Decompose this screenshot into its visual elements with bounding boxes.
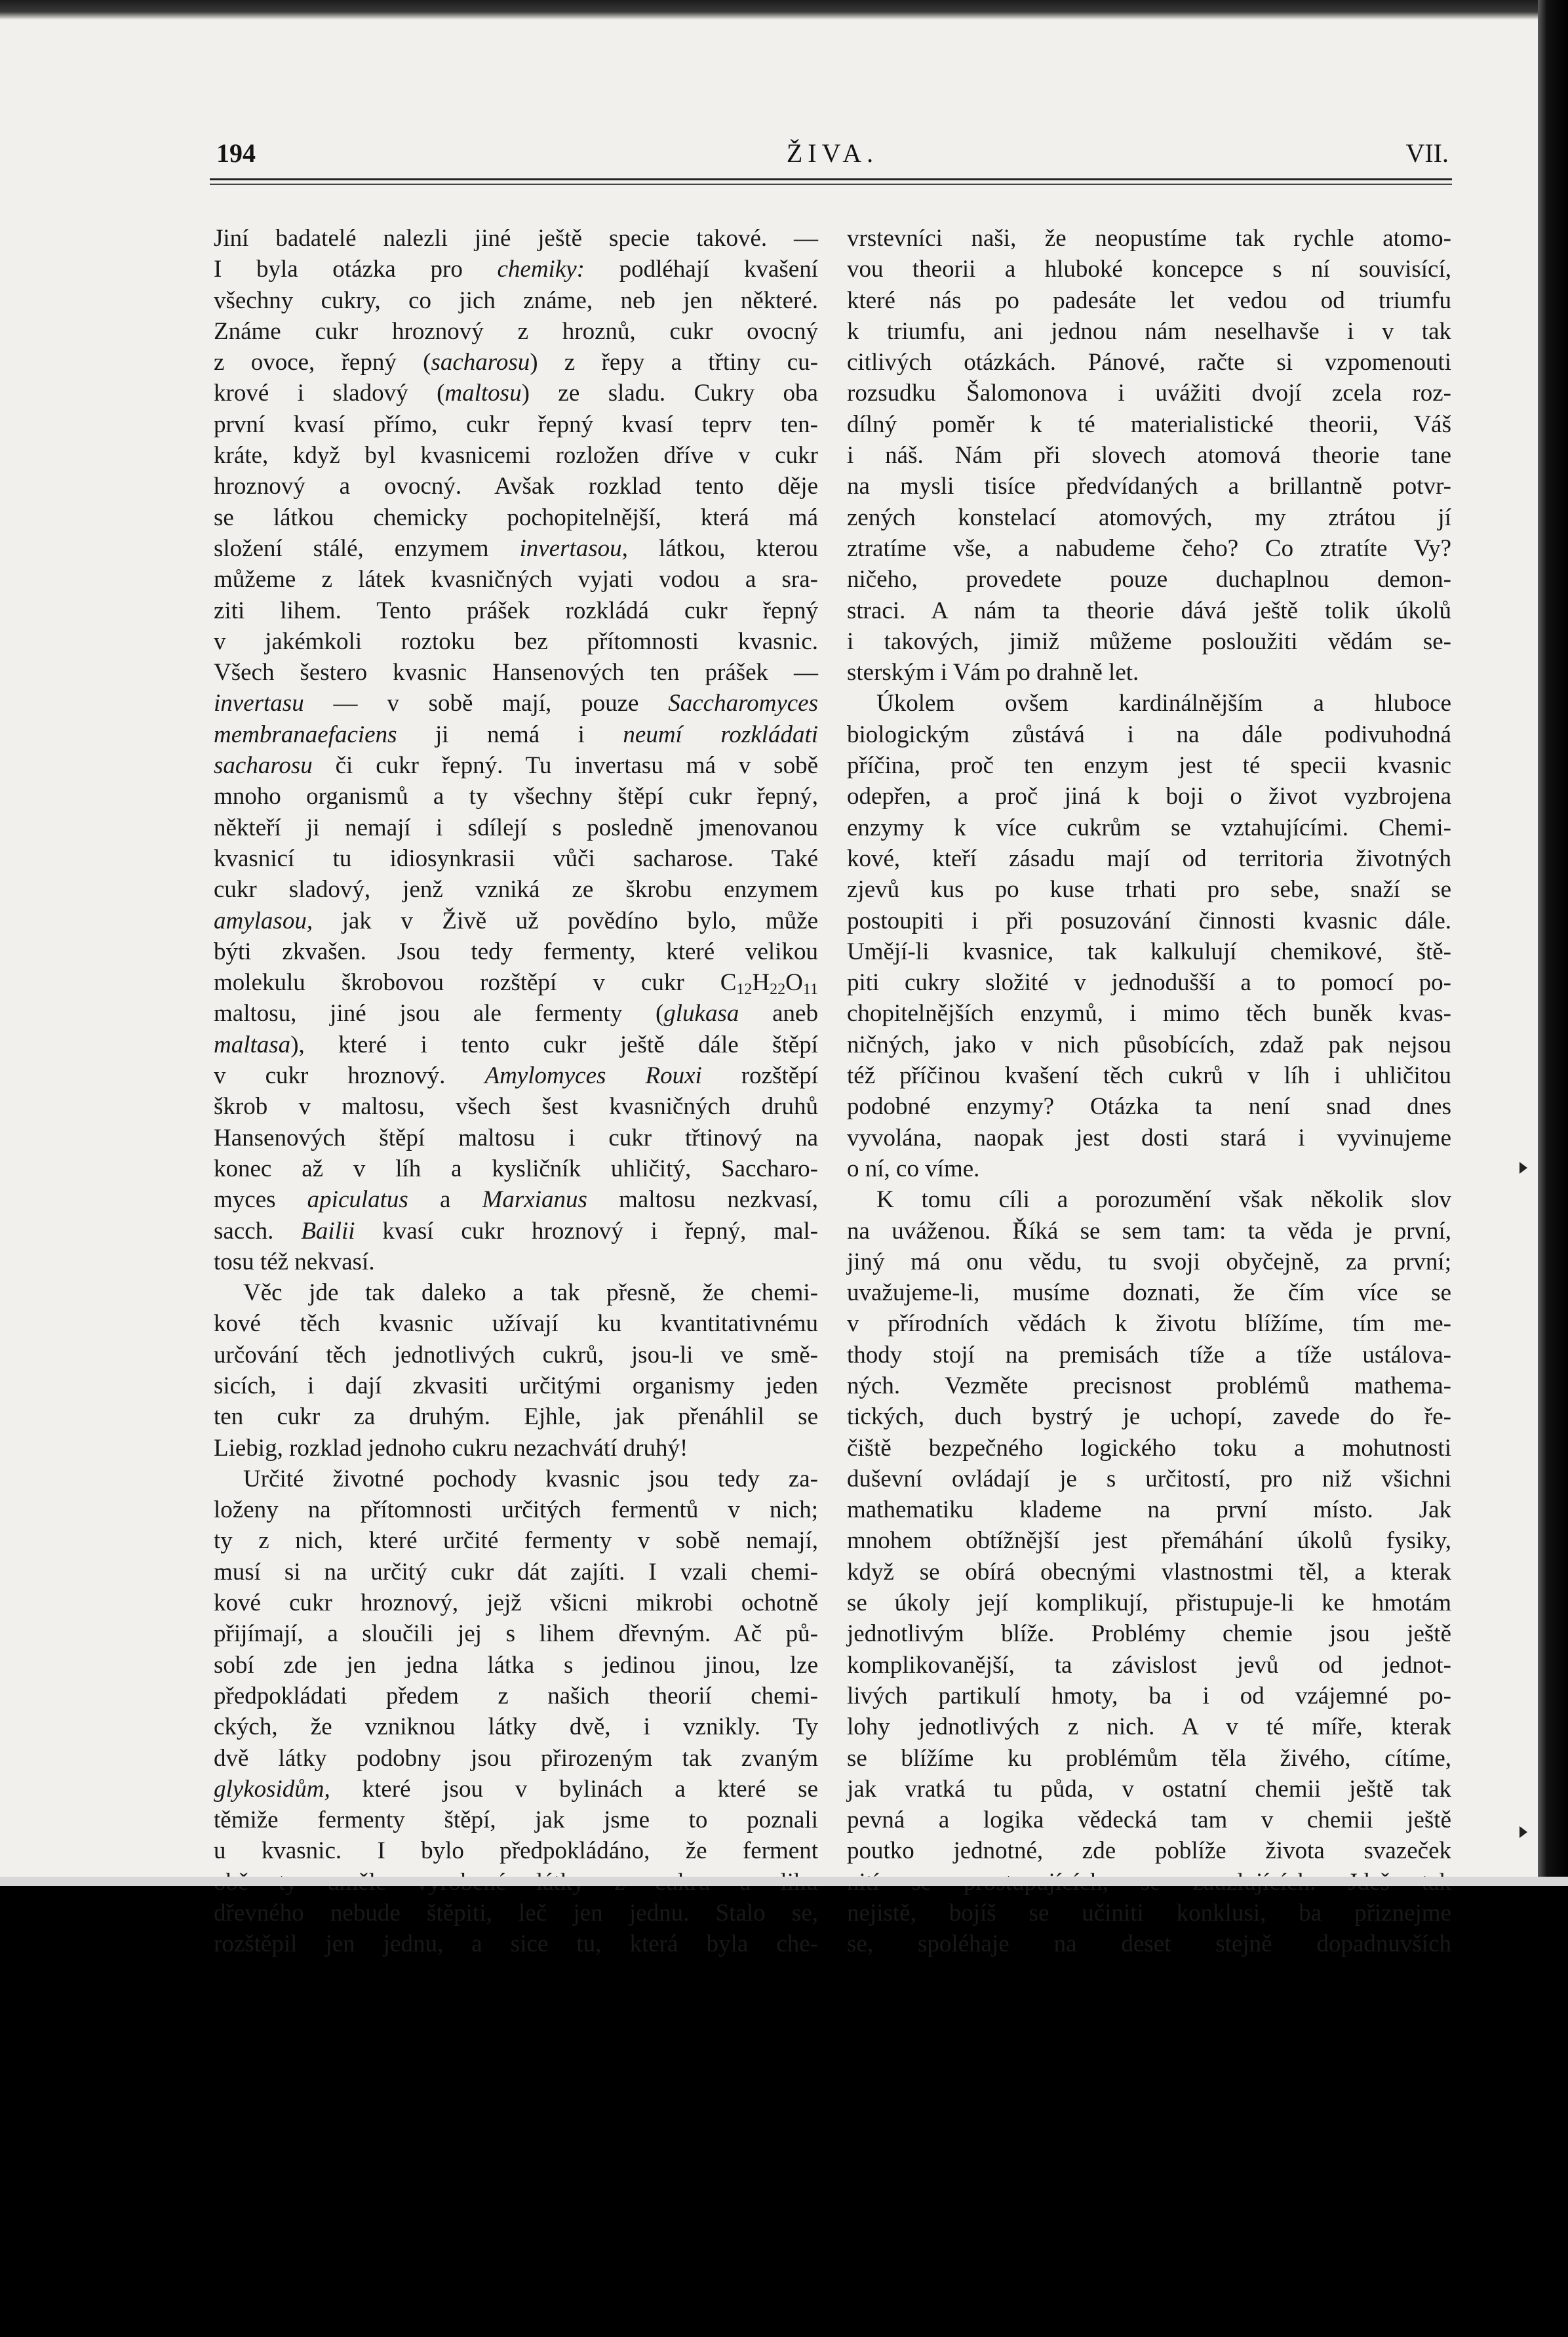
margin-arrow-mark: [1519, 1162, 1527, 1174]
text-segment: první kvasí přímo, cukr řepný kvasí teprv ten-: [214, 410, 818, 438]
text-segment: zjevů kus po kuse trhati pro sebe, snaží se: [847, 876, 1451, 904]
text-segment: musí si na určitý cukr dát zajíti. I vzali chemi-: [214, 1558, 818, 1586]
text-segment: či cukr řepný. Tu invertasu má v sobě: [312, 752, 818, 780]
italic-term: Marxianus: [482, 1186, 587, 1214]
text-segment: citlivých otázkách. Pánové, račte si vzpomenouti: [847, 349, 1451, 376]
text-segment: K tomu cíli a porozumění však několik slov: [876, 1186, 1451, 1214]
text-segment: loženy na přítomnosti určitých fermentů v nich;: [214, 1496, 818, 1524]
text-line: [847, 1370, 1451, 1401]
text-segment: příčina, proč ten enzym jest té specii kvasnic: [847, 752, 1451, 780]
text-line: [847, 1433, 1451, 1464]
formula-subscript: 11: [802, 981, 818, 999]
text-line: [847, 285, 1451, 316]
text-segment: kráte, když byl kvasnicemi rozložen dříve v cukr: [214, 442, 818, 469]
text-segment: můžeme z látek kvasničných vyjati vodou a sra-: [214, 566, 818, 593]
text-line: [847, 1401, 1451, 1432]
text-line: [214, 1774, 818, 1805]
text-line: [847, 1805, 1451, 1835]
text-segment: složení stálé, enzymem: [214, 534, 520, 562]
text-segment: u kvasnic. I bylo předpokládáno, že ferment: [214, 1837, 818, 1865]
text-line: [847, 1898, 1451, 1928]
text-segment: Umějí-li kvasnice, tak kalkulují chemikové, ště-: [847, 938, 1451, 965]
text-segment: biologickým zůstává i na dále podivuhodná: [847, 721, 1451, 748]
text-segment: I byla otázka pro: [214, 256, 498, 283]
text-line: [214, 1123, 818, 1153]
text-line: [847, 1277, 1451, 1308]
text-line: [847, 1557, 1451, 1588]
text-segment: k triumfu, ani jednou nám neselhavše i v tak: [847, 317, 1451, 345]
text-line: [214, 1618, 818, 1649]
italic-term: amylasou,: [214, 907, 313, 934]
text-line: [214, 1184, 818, 1215]
text-line: [214, 1277, 818, 1308]
text-segment: látkou, kterou: [627, 534, 818, 562]
text-line: [847, 223, 1451, 254]
text-segment: Jiní badatelé nalezli jiné ještě specie takové. —: [214, 225, 818, 252]
text-segment: ztratíme vše, a nabudeme čeho? Co ztratíte Vy?: [847, 534, 1451, 562]
text-segment: určování těch jednotlivých cukrů, jsou-li ve smě-: [214, 1341, 818, 1368]
text-line: [847, 1835, 1451, 1866]
text-line: [847, 750, 1451, 781]
text-line: [214, 1805, 818, 1835]
text-line: [214, 812, 818, 843]
text-segment: ničeho, provedete pouze duchaplnou demon-: [847, 566, 1451, 593]
text-line: [214, 843, 818, 874]
text-segment: rozsudku Šalomonova i uvážiti dvojí zcela roz-: [847, 380, 1451, 407]
text-segment: aneb: [739, 1000, 818, 1028]
text-segment: duševní ovládají je s určitostí, pro niž všichni: [847, 1465, 1451, 1492]
text-line: [214, 626, 818, 657]
text-line: [847, 1091, 1451, 1122]
text-line: [847, 812, 1451, 843]
italic-term: glukasa: [663, 1000, 739, 1028]
page-number: 194: [216, 138, 256, 168]
text-segment: na uváženou. Říká se sem tam: ta věda je první,: [847, 1217, 1451, 1245]
text-segment: podléhají kvašení: [584, 256, 818, 283]
text-line: [214, 409, 818, 440]
italic-term: maltosu: [444, 380, 522, 407]
text-line: [847, 502, 1451, 533]
text-line: [214, 1650, 818, 1681]
text-line: [214, 1464, 818, 1494]
text-segment: ničných, jako v nich působících, zdaž pak nejsou: [847, 1031, 1451, 1058]
text-segment: O: [785, 969, 803, 997]
text-line: [214, 874, 818, 905]
text-line: [214, 936, 818, 967]
text-line: [214, 1216, 818, 1247]
header-rule: [210, 178, 1452, 180]
text-segment: mnoho organismů a ty všechny štěpí cukr řepný,: [214, 783, 818, 810]
text-segment: nejistě, bojíš se učiniti konklusi, ba přiznejme: [847, 1900, 1451, 1927]
text-line: [214, 316, 818, 347]
text-segment: býti zkvašen. Jsou tedy fermenty, které velikou: [214, 938, 818, 965]
text-segment: ckých, že vzniknou látky dvě, i vznikly. Ty: [214, 1713, 818, 1741]
text-segment: Liebig, rozklad jednoho cukru nezachvátí druhý!: [214, 1434, 688, 1462]
header-rule-thin: [210, 184, 1452, 185]
text-line: [847, 1743, 1451, 1774]
text-line: [214, 998, 818, 1029]
text-line: [214, 1898, 818, 1928]
text-line: [847, 906, 1451, 936]
text-line: [847, 254, 1451, 285]
text-segment: zených konstelací atomových, my ztrátou jí: [847, 504, 1451, 531]
text-segment: — v sobě mají, pouze: [304, 690, 669, 717]
text-line: [214, 1743, 818, 1774]
text-segment: sobí zde jen jedna látka s jedinou jinou, lze: [214, 1651, 818, 1679]
text-line: [214, 502, 818, 533]
text-segment: molekulu škrobovou rozštěpí v cukr C: [214, 969, 737, 997]
text-segment: enzymy k více cukrům se vztahujícími. Chemi-: [847, 814, 1451, 841]
text-segment: na mysli tisíce předvídaných a brillantně potvr-: [847, 473, 1451, 500]
text-segment: jednotlivým blíže. Problémy chemie jsou ještě: [847, 1620, 1451, 1648]
text-line: [847, 626, 1451, 657]
text-segment: chopitelnějších enzymů, i mimo těch buněk kvas-: [847, 1000, 1451, 1028]
text-segment: thody stojí na premisách tíže a tíže ustálova-: [847, 1341, 1451, 1368]
text-segment: kové, kteří zásadu mají od territoria životných: [847, 845, 1451, 872]
text-segment: krové i sladový (: [214, 380, 445, 407]
text-segment: maltosu, jiné jsou ale fermenty (: [214, 1000, 664, 1028]
text-segment: komplikovanější, ta závislost jevů od jednot-: [847, 1651, 1451, 1679]
text-segment: tických, duch bystrý je uchopí, zavede do ře-: [847, 1403, 1451, 1431]
text-line: [214, 1308, 818, 1339]
text-segment: i náš. Nám při slovech atomová theorie tane: [847, 442, 1451, 469]
text-segment: v přírodních vědách k životu blížíme, tím me-: [847, 1310, 1451, 1338]
text-segment: vrstevníci naši, že neopustíme tak rychle atomo-: [847, 225, 1451, 252]
text-segment: a: [408, 1186, 482, 1214]
text-segment: se, spoléhaje na deset stejně dopadnuvších: [847, 1930, 1451, 1958]
text-segment: též příčinou kvašení těch cukrů v líh i uhličitou: [847, 1062, 1451, 1090]
text-segment: Úkolem ovšem kardinálnějším a hluboce: [876, 690, 1451, 717]
text-segment: Hansenových štěpí maltosu i cukr třtinový na: [214, 1124, 818, 1151]
text-line: [214, 1091, 818, 1122]
text-line: [847, 688, 1451, 719]
text-line: [847, 1184, 1451, 1215]
formula-subscript: 22: [770, 981, 786, 999]
text-line: [847, 595, 1451, 626]
text-line: [847, 533, 1451, 564]
text-line: [847, 440, 1451, 471]
text-line: [847, 1308, 1451, 1339]
text-segment: ty z nich, které určité fermenty v sobě nemají,: [214, 1527, 818, 1555]
text-line: [214, 533, 818, 564]
text-line: [214, 254, 818, 285]
italic-term: invertasu: [214, 690, 304, 717]
text-segment: všechny cukry, co jich známe, neb jen některé.: [214, 287, 818, 314]
text-line: [214, 1928, 818, 1959]
text-line: [214, 440, 818, 471]
italic-term: invertasou,: [519, 534, 628, 562]
scan-bottom-edge: [0, 1877, 1568, 1886]
text-segment: myces: [214, 1186, 307, 1214]
text-line: [847, 967, 1451, 998]
text-segment: odepřen, a proč jiná k boji o život vyzbrojena: [847, 783, 1451, 810]
formula-subscript: 12: [736, 981, 753, 999]
text-line: [847, 843, 1451, 874]
text-segment: škrob v maltosu, všech šest kvasničných druhů: [214, 1093, 818, 1121]
text-line: [214, 719, 818, 750]
margin-arrow-mark: [1519, 1826, 1527, 1838]
text-segment: v jakémkoli roztoku bez přítomnosti kvasnic.: [214, 628, 818, 655]
text-line: [847, 1588, 1451, 1618]
text-line: [214, 688, 818, 719]
italic-term: neumí rozkládati: [623, 721, 818, 748]
text-segment: v cukr hroznový.: [214, 1062, 485, 1090]
text-line: [847, 1123, 1451, 1153]
text-segment: Určité životné pochody kvasnic jsou tedy za-: [243, 1465, 818, 1492]
text-line: [847, 1216, 1451, 1247]
text-line: [214, 1525, 818, 1556]
text-segment: tosu též nekvasí.: [214, 1248, 375, 1275]
text-segment: ten cukr za druhým. Ejhle, jak přenáhlil se: [214, 1403, 818, 1431]
text-line: [214, 1340, 818, 1370]
text-segment: rozštěpil jen jednu, a sice tu, která byla che-: [214, 1930, 818, 1958]
text-line: [847, 1618, 1451, 1649]
volume-number: VII.: [1405, 138, 1449, 168]
text-line: [214, 1029, 818, 1060]
text-segment: které jsou v bylinách a které se: [330, 1775, 818, 1803]
scan-right-edge: [1538, 0, 1568, 1885]
text-segment: jak vratká tu půda, v ostatní chemii ještě tak: [847, 1775, 1451, 1803]
journal-title: ŽIVA.: [786, 138, 879, 168]
text-segment: o ní, co víme.: [847, 1155, 980, 1182]
text-segment: ) z řepy a třtiny cu-: [530, 349, 818, 376]
text-segment: ných. Vezměte precisnost problémů mathema-: [847, 1372, 1451, 1399]
text-segment: kové těch kvasnic užívají ku kvantitativnému: [214, 1310, 818, 1338]
italic-term: chemiky:: [497, 256, 585, 283]
text-line: [847, 471, 1451, 502]
right-column: [847, 223, 1451, 1960]
text-line: [214, 1711, 818, 1742]
italic-term: Saccharomyces: [668, 690, 818, 717]
text-segment: se látkou chemicky pochopitelnější, která má: [214, 504, 818, 531]
text-line: [847, 378, 1451, 409]
text-segment: pevná a logika vědecká tam v chemii ještě: [847, 1807, 1451, 1834]
text-segment: mathematiku klademe na první místo. Jak: [847, 1496, 1451, 1524]
text-line: [214, 1835, 818, 1866]
text-segment: podobné enzymy? Otázka ta není snad dnes: [847, 1093, 1451, 1121]
text-line: [214, 1681, 818, 1711]
italic-term: Amylomyces Rouxi: [484, 1062, 702, 1090]
text-line: [847, 1650, 1451, 1681]
text-line: [847, 657, 1451, 688]
text-segment: sacch.: [214, 1217, 302, 1245]
text-segment: ziti lihem. Tento prášek rozkládá cukr řepný: [214, 597, 818, 624]
text-segment: se blížíme ku problémům těla živého, cítíme,: [847, 1744, 1451, 1772]
text-line: [847, 998, 1451, 1029]
scan-top-edge: [0, 0, 1568, 20]
text-segment: i takových, jimiž můžeme posloužiti vědám se-: [847, 628, 1451, 655]
text-segment: piti cukry složité v jednodušší a to pomocí po-: [847, 969, 1451, 997]
text-segment: těmiže fermenty štěpí, jak jsme to poznali: [214, 1807, 818, 1834]
text-segment: dílný poměr k té materialistické theorii, Váš: [847, 410, 1451, 438]
text-line: [214, 1401, 818, 1432]
text-segment: rozštěpí: [701, 1062, 818, 1090]
text-line: [214, 595, 818, 626]
text-segment: maltosu nezkvasí,: [587, 1186, 819, 1214]
page-header: [216, 138, 1449, 177]
text-line: [214, 1588, 818, 1618]
text-line: [847, 1247, 1451, 1277]
text-line: [847, 719, 1451, 750]
text-segment: lohy jednotlivých z nich. A v té míře, kterak: [847, 1713, 1451, 1741]
italic-term: membranaefaciens: [214, 721, 397, 748]
text-segment: kvasnicí tu idiosynkrasii vůči sacharose. Také: [214, 845, 818, 872]
text-segment: vyvolána, naopak jest dosti stará i vyvinujeme: [847, 1124, 1451, 1151]
text-line: [214, 750, 818, 781]
text-line: [847, 1928, 1451, 1959]
text-segment: z ovoce, řepný (: [214, 349, 431, 376]
italic-term: sacharosu: [214, 752, 313, 780]
text-line: [847, 1681, 1451, 1711]
text-line: [214, 1153, 818, 1184]
text-line: [214, 1494, 818, 1525]
text-segment: dřevného nebude štěpiti, leč jen jednu. Stalo se,: [214, 1900, 818, 1927]
text-line: [214, 378, 818, 409]
text-line: [214, 1247, 818, 1277]
text-segment: sterským i Vám po drahně let.: [847, 659, 1139, 687]
text-segment: které nás po padesáte let vedou od triumfu: [847, 287, 1451, 314]
text-line: [214, 1060, 818, 1091]
text-line: [214, 285, 818, 316]
text-segment: se úkoly její komplikují, přistupuje-li ke hmotám: [847, 1589, 1451, 1617]
italic-term: glykosidům,: [214, 1775, 330, 1803]
text-line: [214, 1433, 818, 1464]
text-segment: Všech šestero kvasnic Hansenových ten prášek —: [214, 659, 818, 687]
text-segment: sicích, i dají zkvasiti určitými organismy jeden: [214, 1372, 818, 1399]
text-line: [214, 657, 818, 688]
text-segment: poutko jednotné, zde poblíže života svazeček: [847, 1837, 1451, 1865]
text-line: [847, 781, 1451, 812]
text-line: [847, 1711, 1451, 1742]
italic-term: maltasa: [214, 1031, 291, 1058]
text-line: [847, 1525, 1451, 1556]
text-line: [214, 223, 818, 254]
text-segment: kové cukr hroznový, jejž všicni mikrobi ochotně: [214, 1589, 818, 1617]
text-line: [214, 906, 818, 936]
text-line: [847, 1153, 1451, 1184]
text-segment: čiště bezpečného logického toku a mohutnosti: [847, 1434, 1451, 1462]
text-segment: dvě látky podobny jsou přirozeným tak zvaným: [214, 1744, 818, 1772]
text-segment: ) ze sladu. Cukry oba: [521, 380, 818, 407]
text-segment: ), které i tento cukr ještě dále štěpí: [290, 1031, 818, 1058]
text-segment: postoupiti i při posuzování činnosti kvasnic dále.: [847, 907, 1451, 934]
text-segment: straci. A nám ta theorie dává ještě tolik úkolů: [847, 597, 1451, 624]
text-line: [847, 1494, 1451, 1525]
text-line: [214, 564, 818, 595]
left-column: [214, 223, 818, 1960]
text-line: [214, 1557, 818, 1588]
text-segment: uvažujeme-li, musíme doznati, že čím více se: [847, 1279, 1451, 1307]
text-line: [214, 1370, 818, 1401]
italic-term: Bailii: [301, 1217, 355, 1245]
text-line: [847, 316, 1451, 347]
text-segment: H: [752, 969, 770, 997]
text-line: [847, 874, 1451, 905]
text-segment: Věc jde tak daleko a tak přesně, že chemi-: [243, 1279, 818, 1307]
text-segment: konec až v líh a kysličník uhličitý, Saccharo-: [214, 1155, 818, 1182]
text-segment: jiný má onu vědu, tu svoji obyčejně, za první;: [847, 1248, 1451, 1275]
text-segment: livých partikulí hmoty, ba i od vzájemné po-: [847, 1682, 1451, 1709]
text-line: [214, 781, 818, 812]
text-line: [847, 936, 1451, 967]
text-segment: vou theorii a hluboké koncepce s ní souvisící,: [847, 256, 1451, 283]
text-line: [214, 967, 818, 998]
text-segment: kvasí cukr hroznový i řepný, mal-: [355, 1217, 819, 1245]
text-segment: ji nemá i: [397, 721, 623, 748]
text-segment: když se obírá obecnými vlastnostmi těl, a kterak: [847, 1558, 1451, 1586]
text-segment: hroznový a ovocný. Avšak rozklad tento děje: [214, 473, 818, 500]
text-segment: mnohem obtížnější jest přemáhání úkolů fysiky,: [847, 1527, 1451, 1555]
text-line: [847, 564, 1451, 595]
text-line: [847, 1340, 1451, 1370]
italic-term: apiculatus: [307, 1186, 408, 1214]
text-segment: jak v Živě už povědíno bylo, může: [313, 907, 818, 934]
text-segment: předpokládati předem z našich theorií chemi-: [214, 1682, 818, 1709]
text-line: [847, 347, 1451, 378]
text-line: [214, 347, 818, 378]
text-line: [847, 1464, 1451, 1494]
text-segment: Známe cukr hroznový z hroznů, cukr ovocný: [214, 317, 818, 345]
italic-term: sacharosu: [431, 349, 530, 376]
text-line: [847, 1060, 1451, 1091]
text-line: [847, 1774, 1451, 1805]
text-line: [847, 409, 1451, 440]
text-line: [214, 471, 818, 502]
text-segment: cukr sladový, jenž vzniká ze škrobu enzymem: [214, 876, 818, 904]
text-line: [847, 1029, 1451, 1060]
text-segment: přijímají, a sloučili jej s lihem dřevným. Ač pů-: [214, 1620, 818, 1648]
text-segment: někteří ji nemají i sdílejí s posledně jmenovanou: [214, 814, 818, 841]
